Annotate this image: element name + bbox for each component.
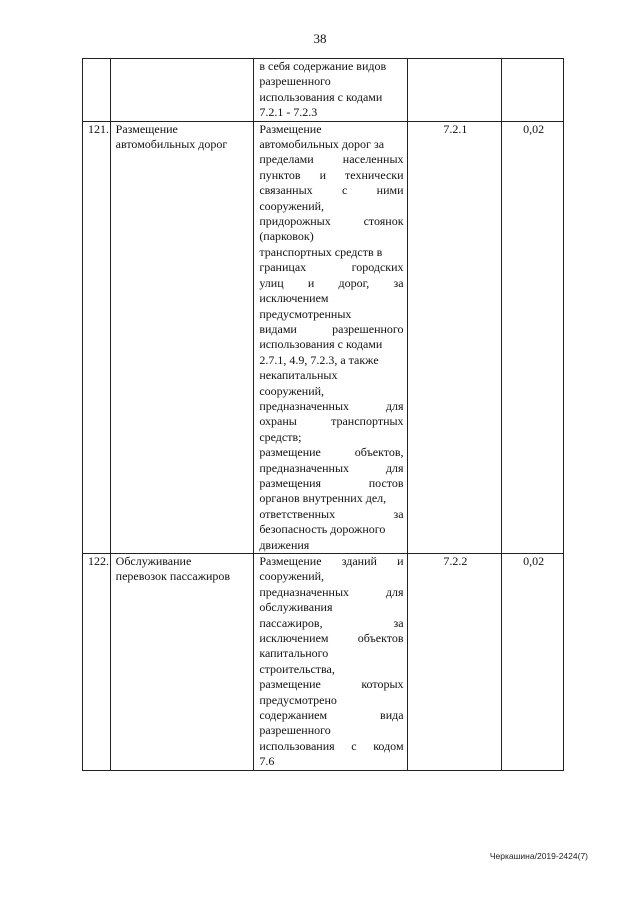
description-line: пунктов и технически xyxy=(259,167,404,182)
land-use-table xyxy=(82,58,564,771)
table-row xyxy=(83,121,564,553)
row-number-cell: 121. xyxy=(83,121,111,553)
name-line: автомобильных дорог xyxy=(115,137,228,152)
description-line: обслуживания xyxy=(259,600,333,615)
description-line: 2.7.1, 4.9, 7.2.3, а также xyxy=(259,352,379,367)
description-cell xyxy=(254,554,407,771)
name-line: перевозок пассажиров xyxy=(115,569,231,584)
description-line: Размещение xyxy=(259,121,322,136)
description-cell xyxy=(254,59,407,122)
description-line: в себя содержание видов xyxy=(259,59,387,73)
description-line: 7.2.1 - 7.2.3 xyxy=(259,105,318,120)
table-row xyxy=(83,554,564,771)
description-line: пределами населенных xyxy=(259,152,404,167)
description-line: исключением xyxy=(259,291,329,306)
description-line: размещения постов xyxy=(259,475,404,490)
description-line: размещение объектов, xyxy=(259,445,404,460)
code-cell xyxy=(407,59,502,122)
land-use-name-cell xyxy=(110,121,254,553)
value-cell: 0,02 xyxy=(502,554,564,771)
description-line: придорожных стоянок xyxy=(259,214,404,229)
row-number-cell: 122. xyxy=(83,554,111,771)
description-line: средств; xyxy=(259,429,302,444)
description-line: безопасность дорожного xyxy=(259,522,386,537)
description-line: пассажиров, за xyxy=(259,615,404,630)
description-line: видами разрешенного xyxy=(259,321,404,336)
description-line: транспортных средств в xyxy=(259,244,383,259)
description-line: охраны транспортных xyxy=(259,414,404,429)
description-line: сооружений, xyxy=(259,383,325,398)
description-line: исключением объектов xyxy=(259,631,404,646)
row-number-cell xyxy=(83,59,111,122)
code-cell: 7.2.2 xyxy=(407,554,502,771)
description-line: некапитальных xyxy=(259,368,338,383)
code-cell: 7.2.1 xyxy=(407,121,502,553)
description-line: органов внутренних дел, xyxy=(259,491,387,506)
description-line: использования с кодами xyxy=(259,89,383,104)
name-line: Размещение xyxy=(115,121,178,136)
page-number: 38 xyxy=(313,31,327,46)
description-line: капитального xyxy=(259,646,329,661)
value-cell: 0,02 xyxy=(502,121,564,553)
description-line: автомобильных дорог за xyxy=(259,137,385,152)
land-use-name-cell xyxy=(110,554,254,771)
description-line: разрешенного xyxy=(259,74,331,89)
description-line: предусмотрено xyxy=(259,692,337,707)
description-line: 7.6 xyxy=(259,754,275,769)
description-line: предназначенных для xyxy=(259,460,404,475)
description-cell xyxy=(254,121,407,553)
description-line: использования с кодами xyxy=(259,337,383,352)
description-line: сооружений, xyxy=(259,198,325,213)
description-line: содержанием вида xyxy=(259,708,404,723)
description-line: улиц и дорог, за xyxy=(259,275,404,290)
table-row xyxy=(83,59,564,122)
document-reference: Черкашина/2019-2424(7) xyxy=(489,851,588,861)
description-line: предусмотренных xyxy=(259,306,352,321)
description-line: строительства, xyxy=(259,661,335,676)
table-body xyxy=(83,59,564,771)
description-line: разрешенного xyxy=(259,723,331,738)
value-cell xyxy=(502,59,564,122)
description-line: ответственных за xyxy=(259,506,404,521)
description-line: (парковок) xyxy=(259,229,314,244)
description-line: Размещение зданий и xyxy=(259,554,404,568)
description-line: связанных с ними xyxy=(259,183,404,198)
description-line: сооружений, xyxy=(259,569,325,584)
description-line: границах городских xyxy=(259,260,404,275)
name-line: Обслуживание xyxy=(115,554,192,568)
land-use-name-cell xyxy=(110,59,254,122)
description-line: использования с кодом xyxy=(259,738,404,753)
description-line: предназначенных для xyxy=(259,398,404,413)
description-line: размещение которых xyxy=(259,677,404,692)
description-line: предназначенных для xyxy=(259,584,404,599)
description-line: движения xyxy=(259,537,310,552)
